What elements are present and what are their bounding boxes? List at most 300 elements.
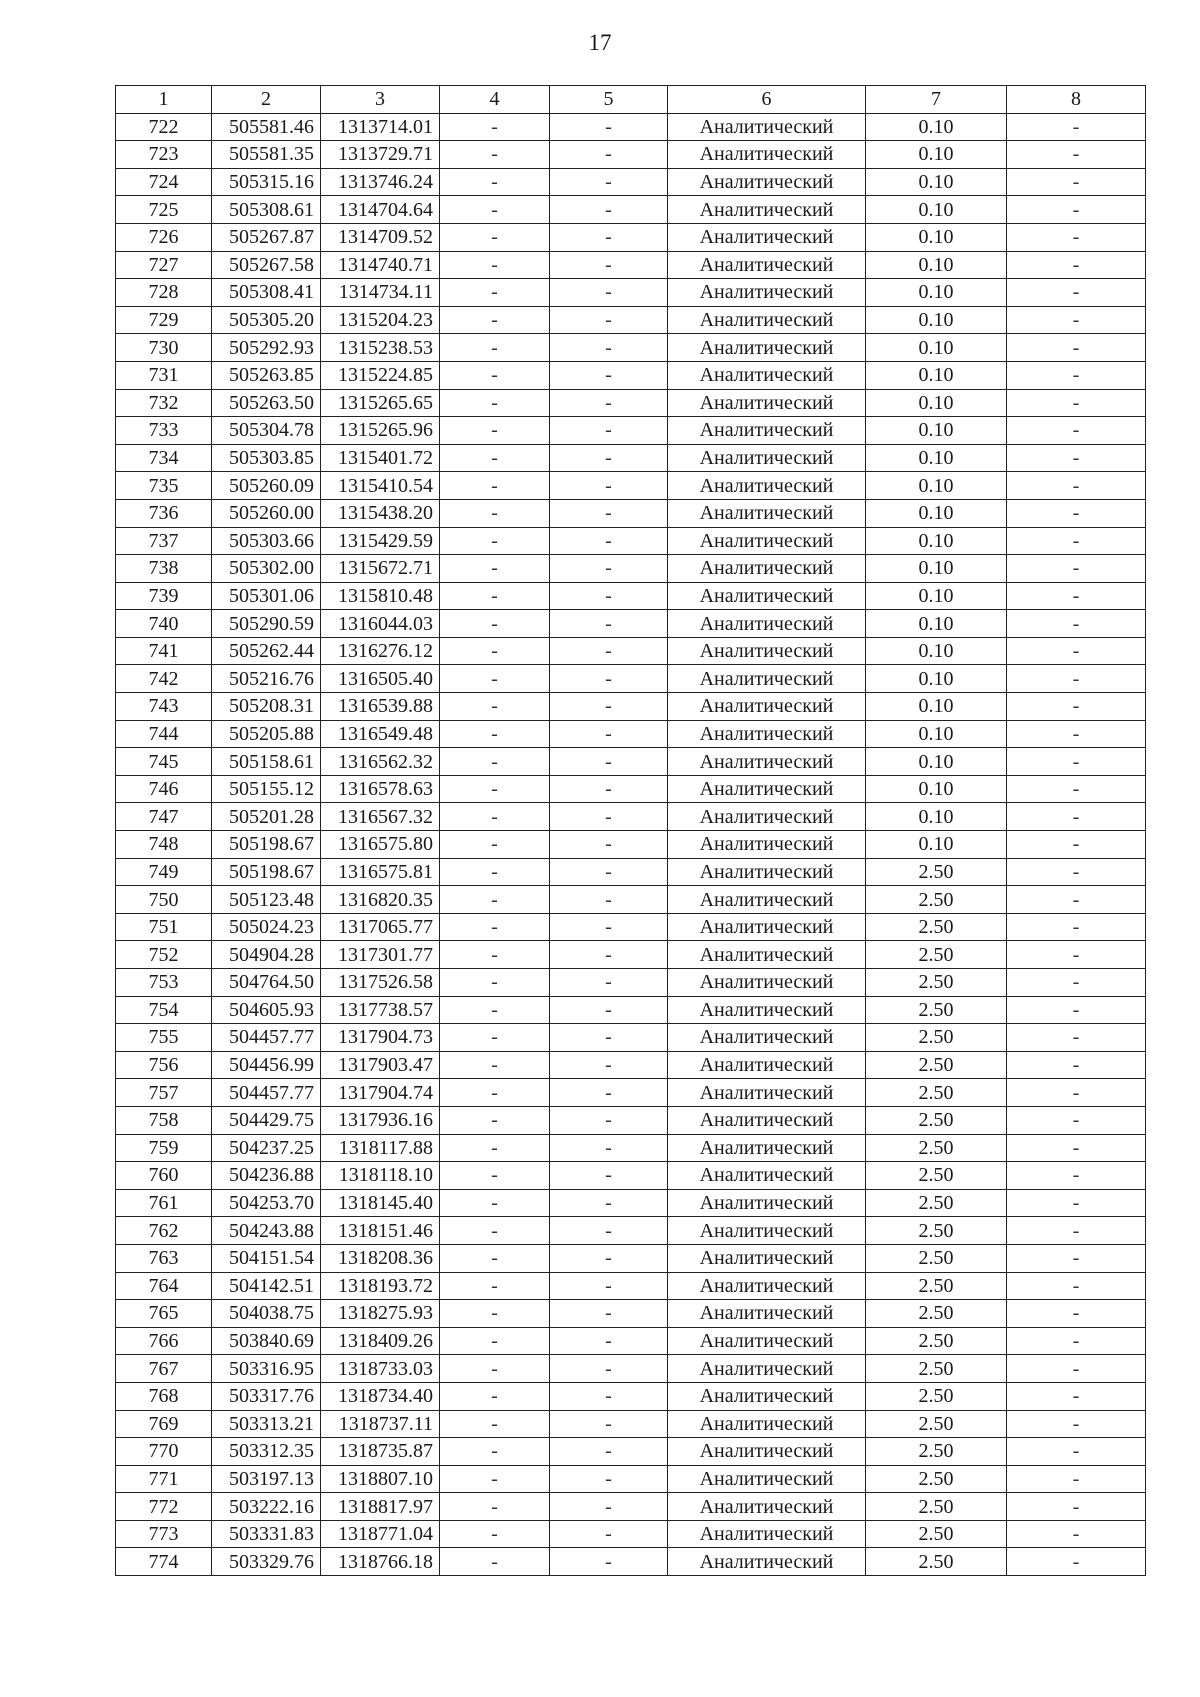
y-coordinate-cell: 1317904.73 xyxy=(321,1024,440,1052)
column-5-cell: - xyxy=(550,1548,668,1576)
column-8-cell: - xyxy=(1007,1079,1146,1107)
column-4-cell: - xyxy=(440,1079,550,1107)
method-cell: Аналитический xyxy=(668,1300,866,1328)
point-number-cell: 765 xyxy=(116,1300,212,1328)
point-number-cell: 761 xyxy=(116,1189,212,1217)
point-number-cell: 744 xyxy=(116,720,212,748)
y-coordinate-cell: 1313746.24 xyxy=(321,168,440,196)
method-cell: Аналитический xyxy=(668,748,866,776)
column-4-cell: - xyxy=(440,168,550,196)
accuracy-cell: 2.50 xyxy=(866,1079,1007,1107)
column-8-cell: - xyxy=(1007,1189,1146,1217)
point-number-cell: 743 xyxy=(116,693,212,721)
column-8-cell: - xyxy=(1007,1162,1146,1190)
accuracy-cell: 2.50 xyxy=(866,1410,1007,1438)
point-number-cell: 764 xyxy=(116,1272,212,1300)
y-coordinate-cell: 1315672.71 xyxy=(321,555,440,583)
column-5-cell: - xyxy=(550,969,668,997)
column-8-cell: - xyxy=(1007,279,1146,307)
column-5-cell: - xyxy=(550,1272,668,1300)
x-coordinate-cell: 505208.31 xyxy=(212,693,321,721)
point-number-cell: 768 xyxy=(116,1382,212,1410)
column-5-cell: - xyxy=(550,1106,668,1134)
x-coordinate-cell: 504142.51 xyxy=(212,1272,321,1300)
column-4-cell: - xyxy=(440,527,550,555)
table-row xyxy=(116,417,1146,445)
column-4-cell: - xyxy=(440,499,550,527)
column-5-cell: - xyxy=(550,748,668,776)
column-5-cell: - xyxy=(550,113,668,141)
coordinates-table xyxy=(115,85,1146,1576)
column-8-cell: - xyxy=(1007,141,1146,169)
x-coordinate-cell: 505198.67 xyxy=(212,831,321,859)
accuracy-cell: 0.10 xyxy=(866,803,1007,831)
column-8-cell: - xyxy=(1007,720,1146,748)
table-row xyxy=(116,1217,1146,1245)
column-header: 3 xyxy=(321,86,440,114)
column-4-cell: - xyxy=(440,637,550,665)
column-4-cell: - xyxy=(440,1493,550,1521)
column-8-cell: - xyxy=(1007,1051,1146,1079)
y-coordinate-cell: 1318145.40 xyxy=(321,1189,440,1217)
column-4-cell: - xyxy=(440,582,550,610)
table-row xyxy=(116,1162,1146,1190)
y-coordinate-cell: 1313714.01 xyxy=(321,113,440,141)
method-cell: Аналитический xyxy=(668,251,866,279)
column-8-cell: - xyxy=(1007,886,1146,914)
x-coordinate-cell: 505155.12 xyxy=(212,775,321,803)
table-row xyxy=(116,389,1146,417)
point-number-cell: 745 xyxy=(116,748,212,776)
column-8-cell: - xyxy=(1007,582,1146,610)
table-row xyxy=(116,334,1146,362)
accuracy-cell: 0.10 xyxy=(866,279,1007,307)
column-header: 8 xyxy=(1007,86,1146,114)
x-coordinate-cell: 505303.85 xyxy=(212,444,321,472)
x-coordinate-cell: 505308.61 xyxy=(212,196,321,224)
column-8-cell: - xyxy=(1007,1244,1146,1272)
column-4-cell: - xyxy=(440,361,550,389)
y-coordinate-cell: 1317904.74 xyxy=(321,1079,440,1107)
point-number-cell: 748 xyxy=(116,831,212,859)
point-number-cell: 760 xyxy=(116,1162,212,1190)
column-5-cell: - xyxy=(550,996,668,1024)
column-5-cell: - xyxy=(550,941,668,969)
column-4-cell: - xyxy=(440,1382,550,1410)
column-5-cell: - xyxy=(550,665,668,693)
column-5-cell: - xyxy=(550,858,668,886)
column-8-cell: - xyxy=(1007,1300,1146,1328)
column-4-cell: - xyxy=(440,693,550,721)
column-4-cell: - xyxy=(440,831,550,859)
column-8-cell: - xyxy=(1007,306,1146,334)
column-5-cell: - xyxy=(550,582,668,610)
column-5-cell: - xyxy=(550,417,668,445)
column-4-cell: - xyxy=(440,1438,550,1466)
column-4-cell: - xyxy=(440,1327,550,1355)
method-cell: Аналитический xyxy=(668,168,866,196)
point-number-cell: 724 xyxy=(116,168,212,196)
method-cell: Аналитический xyxy=(668,720,866,748)
x-coordinate-cell: 504253.70 xyxy=(212,1189,321,1217)
column-5-cell: - xyxy=(550,720,668,748)
method-cell: Аналитический xyxy=(668,113,866,141)
column-4-cell: - xyxy=(440,1244,550,1272)
accuracy-cell: 2.50 xyxy=(866,1355,1007,1383)
method-cell: Аналитический xyxy=(668,913,866,941)
method-cell: Аналитический xyxy=(668,637,866,665)
point-number-cell: 737 xyxy=(116,527,212,555)
column-4-cell: - xyxy=(440,1134,550,1162)
y-coordinate-cell: 1316575.81 xyxy=(321,858,440,886)
column-8-cell: - xyxy=(1007,775,1146,803)
table-row xyxy=(116,1520,1146,1548)
table-row xyxy=(116,1327,1146,1355)
accuracy-cell: 2.50 xyxy=(866,913,1007,941)
y-coordinate-cell: 1316578.63 xyxy=(321,775,440,803)
table-body xyxy=(116,113,1146,1575)
method-cell: Аналитический xyxy=(668,499,866,527)
method-cell: Аналитический xyxy=(668,223,866,251)
x-coordinate-cell: 504237.25 xyxy=(212,1134,321,1162)
x-coordinate-cell: 504038.75 xyxy=(212,1300,321,1328)
point-number-cell: 769 xyxy=(116,1410,212,1438)
y-coordinate-cell: 1314709.52 xyxy=(321,223,440,251)
table-row xyxy=(116,1244,1146,1272)
column-8-cell: - xyxy=(1007,251,1146,279)
column-8-cell: - xyxy=(1007,996,1146,1024)
accuracy-cell: 0.10 xyxy=(866,582,1007,610)
column-8-cell: - xyxy=(1007,527,1146,555)
column-5-cell: - xyxy=(550,1438,668,1466)
column-8-cell: - xyxy=(1007,334,1146,362)
y-coordinate-cell: 1318766.18 xyxy=(321,1548,440,1576)
x-coordinate-cell: 505304.78 xyxy=(212,417,321,445)
column-5-cell: - xyxy=(550,775,668,803)
column-8-cell: - xyxy=(1007,417,1146,445)
column-8-cell: - xyxy=(1007,499,1146,527)
method-cell: Аналитический xyxy=(668,582,866,610)
method-cell: Аналитический xyxy=(668,444,866,472)
accuracy-cell: 0.10 xyxy=(866,665,1007,693)
column-5-cell: - xyxy=(550,251,668,279)
column-4-cell: - xyxy=(440,1520,550,1548)
y-coordinate-cell: 1314704.64 xyxy=(321,196,440,224)
method-cell: Аналитический xyxy=(668,665,866,693)
table-row xyxy=(116,1382,1146,1410)
point-number-cell: 734 xyxy=(116,444,212,472)
x-coordinate-cell: 505315.16 xyxy=(212,168,321,196)
method-cell: Аналитический xyxy=(668,555,866,583)
x-coordinate-cell: 505301.06 xyxy=(212,582,321,610)
column-5-cell: - xyxy=(550,803,668,831)
accuracy-cell: 2.50 xyxy=(866,1327,1007,1355)
method-cell: Аналитический xyxy=(668,1327,866,1355)
column-8-cell: - xyxy=(1007,665,1146,693)
column-4-cell: - xyxy=(440,803,550,831)
column-8-cell: - xyxy=(1007,472,1146,500)
accuracy-cell: 2.50 xyxy=(866,1520,1007,1548)
x-coordinate-cell: 505305.20 xyxy=(212,306,321,334)
point-number-cell: 741 xyxy=(116,637,212,665)
table-row xyxy=(116,969,1146,997)
table-row xyxy=(116,1189,1146,1217)
accuracy-cell: 2.50 xyxy=(866,969,1007,997)
column-5-cell: - xyxy=(550,913,668,941)
y-coordinate-cell: 1314740.71 xyxy=(321,251,440,279)
column-5-cell: - xyxy=(550,1520,668,1548)
column-4-cell: - xyxy=(440,610,550,638)
column-header: 5 xyxy=(550,86,668,114)
column-8-cell: - xyxy=(1007,1493,1146,1521)
point-number-cell: 727 xyxy=(116,251,212,279)
table-row xyxy=(116,1355,1146,1383)
column-5-cell: - xyxy=(550,444,668,472)
method-cell: Аналитический xyxy=(668,1051,866,1079)
point-number-cell: 770 xyxy=(116,1438,212,1466)
y-coordinate-cell: 1318733.03 xyxy=(321,1355,440,1383)
x-coordinate-cell: 505292.93 xyxy=(212,334,321,362)
point-number-cell: 723 xyxy=(116,141,212,169)
column-5-cell: - xyxy=(550,223,668,251)
y-coordinate-cell: 1318118.10 xyxy=(321,1162,440,1190)
accuracy-cell: 2.50 xyxy=(866,1024,1007,1052)
y-coordinate-cell: 1318807.10 xyxy=(321,1465,440,1493)
column-5-cell: - xyxy=(550,555,668,583)
accuracy-cell: 0.10 xyxy=(866,361,1007,389)
point-number-cell: 729 xyxy=(116,306,212,334)
x-coordinate-cell: 503313.21 xyxy=(212,1410,321,1438)
method-cell: Аналитический xyxy=(668,1438,866,1466)
column-4-cell: - xyxy=(440,1106,550,1134)
point-number-cell: 728 xyxy=(116,279,212,307)
column-8-cell: - xyxy=(1007,196,1146,224)
column-4-cell: - xyxy=(440,223,550,251)
column-5-cell: - xyxy=(550,1465,668,1493)
column-8-cell: - xyxy=(1007,389,1146,417)
y-coordinate-cell: 1316575.80 xyxy=(321,831,440,859)
table-row xyxy=(116,279,1146,307)
method-cell: Аналитический xyxy=(668,1162,866,1190)
point-number-cell: 762 xyxy=(116,1217,212,1245)
x-coordinate-cell: 504236.88 xyxy=(212,1162,321,1190)
column-5-cell: - xyxy=(550,334,668,362)
method-cell: Аналитический xyxy=(668,1355,866,1383)
x-coordinate-cell: 505216.76 xyxy=(212,665,321,693)
y-coordinate-cell: 1316820.35 xyxy=(321,886,440,914)
column-4-cell: - xyxy=(440,969,550,997)
page-number: 17 xyxy=(588,30,612,55)
y-coordinate-cell: 1318151.46 xyxy=(321,1217,440,1245)
x-coordinate-cell: 503840.69 xyxy=(212,1327,321,1355)
column-4-cell: - xyxy=(440,389,550,417)
column-8-cell: - xyxy=(1007,969,1146,997)
column-8-cell: - xyxy=(1007,831,1146,859)
column-8-cell: - xyxy=(1007,1548,1146,1576)
method-cell: Аналитический xyxy=(668,610,866,638)
method-cell: Аналитический xyxy=(668,831,866,859)
column-8-cell: - xyxy=(1007,858,1146,886)
method-cell: Аналитический xyxy=(668,886,866,914)
accuracy-cell: 0.10 xyxy=(866,472,1007,500)
column-4-cell: - xyxy=(440,1410,550,1438)
column-4-cell: - xyxy=(440,858,550,886)
column-8-cell: - xyxy=(1007,941,1146,969)
table-row xyxy=(116,1272,1146,1300)
accuracy-cell: 0.10 xyxy=(866,831,1007,859)
table-row xyxy=(116,913,1146,941)
column-4-cell: - xyxy=(440,941,550,969)
x-coordinate-cell: 505263.85 xyxy=(212,361,321,389)
x-coordinate-cell: 504764.50 xyxy=(212,969,321,997)
x-coordinate-cell: 503329.76 xyxy=(212,1548,321,1576)
table-row xyxy=(116,720,1146,748)
method-cell: Аналитический xyxy=(668,1493,866,1521)
point-number-cell: 771 xyxy=(116,1465,212,1493)
column-8-cell: - xyxy=(1007,1327,1146,1355)
y-coordinate-cell: 1316562.32 xyxy=(321,748,440,776)
table-row xyxy=(116,361,1146,389)
table-row xyxy=(116,1051,1146,1079)
method-cell: Аналитический xyxy=(668,196,866,224)
column-5-cell: - xyxy=(550,168,668,196)
column-8-cell: - xyxy=(1007,1410,1146,1438)
x-coordinate-cell: 505198.67 xyxy=(212,858,321,886)
method-cell: Аналитический xyxy=(668,141,866,169)
column-4-cell: - xyxy=(440,334,550,362)
point-number-cell: 747 xyxy=(116,803,212,831)
accuracy-cell: 2.50 xyxy=(866,1051,1007,1079)
method-cell: Аналитический xyxy=(668,1106,866,1134)
column-header: 7 xyxy=(866,86,1007,114)
accuracy-cell: 0.10 xyxy=(866,775,1007,803)
point-number-cell: 732 xyxy=(116,389,212,417)
column-4-cell: - xyxy=(440,1300,550,1328)
column-5-cell: - xyxy=(550,527,668,555)
column-5-cell: - xyxy=(550,279,668,307)
column-8-cell: - xyxy=(1007,637,1146,665)
column-4-cell: - xyxy=(440,1217,550,1245)
accuracy-cell: 0.10 xyxy=(866,610,1007,638)
column-4-cell: - xyxy=(440,306,550,334)
y-coordinate-cell: 1316549.48 xyxy=(321,720,440,748)
table-row xyxy=(116,555,1146,583)
y-coordinate-cell: 1317738.57 xyxy=(321,996,440,1024)
point-number-cell: 725 xyxy=(116,196,212,224)
column-8-cell: - xyxy=(1007,610,1146,638)
table-row xyxy=(116,831,1146,859)
accuracy-cell: 0.10 xyxy=(866,113,1007,141)
accuracy-cell: 0.10 xyxy=(866,555,1007,583)
x-coordinate-cell: 503317.76 xyxy=(212,1382,321,1410)
x-coordinate-cell: 504457.77 xyxy=(212,1024,321,1052)
column-5-cell: - xyxy=(550,1051,668,1079)
point-number-cell: 766 xyxy=(116,1327,212,1355)
table-row xyxy=(116,1438,1146,1466)
method-cell: Аналитический xyxy=(668,1024,866,1052)
accuracy-cell: 0.10 xyxy=(866,499,1007,527)
column-8-cell: - xyxy=(1007,748,1146,776)
method-cell: Аналитический xyxy=(668,1217,866,1245)
method-cell: Аналитический xyxy=(668,389,866,417)
x-coordinate-cell: 503197.13 xyxy=(212,1465,321,1493)
column-5-cell: - xyxy=(550,1300,668,1328)
method-cell: Аналитический xyxy=(668,1465,866,1493)
method-cell: Аналитический xyxy=(668,1189,866,1217)
column-8-cell: - xyxy=(1007,1134,1146,1162)
y-coordinate-cell: 1318771.04 xyxy=(321,1520,440,1548)
x-coordinate-cell: 505123.48 xyxy=(212,886,321,914)
point-number-cell: 757 xyxy=(116,1079,212,1107)
column-5-cell: - xyxy=(550,693,668,721)
y-coordinate-cell: 1318735.87 xyxy=(321,1438,440,1466)
method-cell: Аналитический xyxy=(668,1079,866,1107)
point-number-cell: 746 xyxy=(116,775,212,803)
point-number-cell: 750 xyxy=(116,886,212,914)
accuracy-cell: 2.50 xyxy=(866,1438,1007,1466)
method-cell: Аналитический xyxy=(668,334,866,362)
accuracy-cell: 0.10 xyxy=(866,527,1007,555)
column-5-cell: - xyxy=(550,389,668,417)
accuracy-cell: 2.50 xyxy=(866,886,1007,914)
point-number-cell: 752 xyxy=(116,941,212,969)
column-5-cell: - xyxy=(550,141,668,169)
point-number-cell: 759 xyxy=(116,1134,212,1162)
table-row xyxy=(116,582,1146,610)
column-4-cell: - xyxy=(440,417,550,445)
column-4-cell: - xyxy=(440,748,550,776)
x-coordinate-cell: 505260.09 xyxy=(212,472,321,500)
table-row xyxy=(116,886,1146,914)
accuracy-cell: 0.10 xyxy=(866,720,1007,748)
column-5-cell: - xyxy=(550,196,668,224)
column-5-cell: - xyxy=(550,1327,668,1355)
method-cell: Аналитический xyxy=(668,775,866,803)
x-coordinate-cell: 505303.66 xyxy=(212,527,321,555)
point-number-cell: 763 xyxy=(116,1244,212,1272)
x-coordinate-cell: 505205.88 xyxy=(212,720,321,748)
table-row xyxy=(116,1410,1146,1438)
column-5-cell: - xyxy=(550,1217,668,1245)
table-row xyxy=(116,665,1146,693)
accuracy-cell: 0.10 xyxy=(866,637,1007,665)
accuracy-cell: 2.50 xyxy=(866,1272,1007,1300)
table-row xyxy=(116,196,1146,224)
column-5-cell: - xyxy=(550,1024,668,1052)
column-4-cell: - xyxy=(440,1272,550,1300)
x-coordinate-cell: 503222.16 xyxy=(212,1493,321,1521)
column-8-cell: - xyxy=(1007,113,1146,141)
column-5-cell: - xyxy=(550,1162,668,1190)
accuracy-cell: 2.50 xyxy=(866,1189,1007,1217)
accuracy-cell: 0.10 xyxy=(866,444,1007,472)
accuracy-cell: 0.10 xyxy=(866,334,1007,362)
column-8-cell: - xyxy=(1007,1465,1146,1493)
y-coordinate-cell: 1316276.12 xyxy=(321,637,440,665)
method-cell: Аналитический xyxy=(668,306,866,334)
column-4-cell: - xyxy=(440,1548,550,1576)
column-5-cell: - xyxy=(550,361,668,389)
accuracy-cell: 2.50 xyxy=(866,996,1007,1024)
column-header: 6 xyxy=(668,86,866,114)
point-number-cell: 735 xyxy=(116,472,212,500)
method-cell: Аналитический xyxy=(668,803,866,831)
column-4-cell: - xyxy=(440,196,550,224)
column-4-cell: - xyxy=(440,886,550,914)
table-row xyxy=(116,996,1146,1024)
x-coordinate-cell: 505262.44 xyxy=(212,637,321,665)
column-8-cell: - xyxy=(1007,1382,1146,1410)
